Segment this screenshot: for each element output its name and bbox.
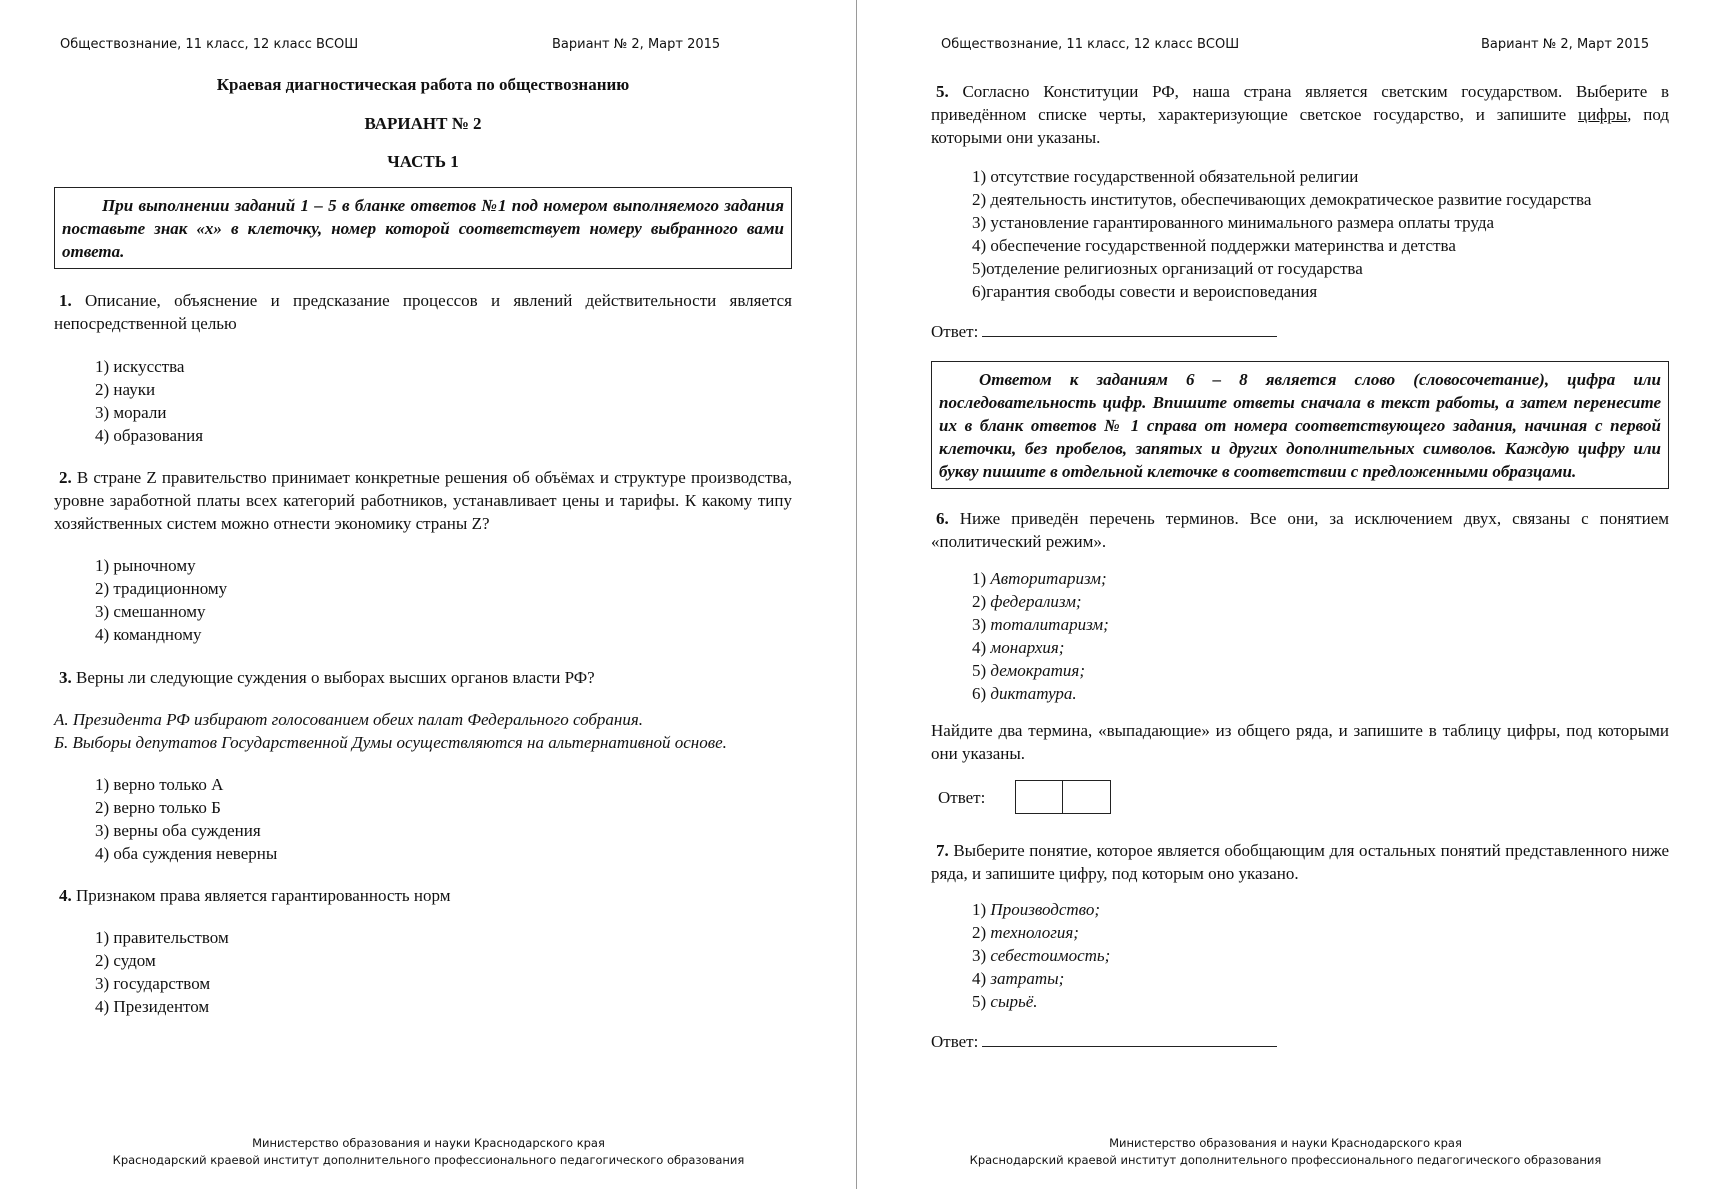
option: 2) федерализм; (972, 592, 1082, 611)
statement-a: А. Президента РФ избирают голосованием обеих палат Федерального собрания. (54, 710, 644, 729)
answer-box-1[interactable] (1015, 780, 1063, 814)
answer-label: Ответ: (931, 1032, 979, 1051)
question-6-options (931, 567, 1669, 705)
question-6-task: Найдите два термина, «выпадающие» из общего ряда, и запишите в таблицу цифры, под которыми они указаны. (931, 721, 1669, 763)
option: 6) диктатура. (972, 684, 1077, 703)
question-3-text: Верны ли следующие суждения о выборах высших органов власти РФ? (76, 668, 595, 687)
option: 4) обеспечение государственной поддержки материнства и детства (972, 236, 1456, 255)
header-subject: Обществознание, 11 класс, 12 класс ВСОШ (60, 37, 359, 52)
question-5-number: 5. (936, 82, 949, 101)
instruction-box-1: При выполнении заданий 1 – 5 в бланке ответов №1 под номером выполняемого задания поставьте знак «х» в клеточку, номер которой соответствует номеру выбранного вами ответа. (54, 187, 792, 269)
question-4-number: 4. (59, 886, 72, 905)
footer-ministry: Министерство образования и науки Краснодарского края (1109, 1136, 1462, 1150)
question-7-answer (931, 1029, 1669, 1053)
option: 1) отсутствие государственной обязательной религии (972, 167, 1359, 186)
answer-box-2[interactable] (1063, 780, 1111, 814)
answer-line[interactable] (982, 1029, 1277, 1047)
question-1 (54, 289, 792, 335)
work-title: Краевая диагностическая работа по обществознанию (216, 75, 630, 94)
question-5-options (931, 165, 1669, 303)
question-2-number: 2. (59, 468, 72, 487)
header-variant: Вариант № 2, Март 2015 (552, 37, 721, 52)
option: 5) сырьё. (972, 992, 1038, 1011)
question-2-text: В стране Z правительство принимает конкретные решения об объёмах и структуре производства, уровне заработной платы всех категорий работников, устанавливает цены и тарифы. К какому типу хозяйственных систем можно отнести экономику страны Z? (54, 468, 792, 533)
footer-ministry: Министерство образования и науки Краснодарского края (252, 1136, 605, 1150)
option: 2) судом (95, 951, 156, 970)
option: 4) командному (95, 625, 202, 644)
question-3-number: 3. (59, 668, 72, 687)
option: 2) традиционному (95, 579, 228, 598)
option: 5) демократия; (972, 661, 1085, 680)
option: 2) технология; (972, 923, 1079, 942)
question-2 (54, 466, 792, 535)
question-6 (931, 507, 1669, 553)
question-1-text: Описание, объяснение и предсказание процессов и явлений действительности является непосредственной целью (54, 291, 793, 333)
option: 3) государством (95, 974, 211, 993)
question-5-text: Согласно Конституции РФ, наша страна является светским государством. Выберите в приведённом списке черты, характеризующие светское государство, и запишите (931, 82, 1669, 124)
option: 3) смешанному (95, 602, 206, 621)
option: 3) себестоимость; (972, 946, 1111, 965)
option: 2) деятельность институтов, обеспечивающих демократическое развитие государства (972, 190, 1592, 209)
option: 5)отделение религиозных организаций от государства (972, 259, 1363, 278)
question-1-options (54, 355, 792, 447)
answer-label: Ответ: (931, 322, 979, 341)
option: 2) верно только Б (95, 798, 221, 817)
question-3-options (54, 773, 792, 865)
option: 4) образования (95, 426, 204, 445)
option: 3) верны оба суждения (95, 821, 261, 840)
option: 1) верно только А (95, 775, 224, 794)
question-7-number: 7. (936, 841, 949, 860)
option: 1) Авторитаризм; (972, 569, 1107, 588)
question-4 (54, 884, 792, 907)
answer-line[interactable] (982, 319, 1277, 337)
answer-boxes (1015, 780, 1111, 814)
page-right (857, 0, 1714, 1189)
instruction-box-2: Ответом к заданиям 6 – 8 является слово (словосочетание), цифра или последовательность цифр. Впишите ответы сначала в текст работы, а затем перенесите их в бланк ответов № 1 справа от номера соответствующего задания, начиная с первой клеточки, без пробелов, запятых и других дополнительных символов. Каждую цифру или букву пишите в отдельной клеточке в соответствии с предложенными образцами. (931, 361, 1669, 489)
option: 1) правительством (95, 928, 229, 947)
footer-institute: Краснодарский краевой институт дополнительного профессионального педагогического образования (112, 1153, 745, 1167)
option: 3) установление гарантированного минимального размера оплаты труда (972, 213, 1495, 232)
part-title: ЧАСТЬ 1 (387, 152, 459, 171)
question-7-text: Выберите понятие, которое является обобщающим для остальных понятий представленного ниже ряда, и запишите цифру, под которым оно указано. (931, 841, 1670, 883)
question-5-underlined: цифры (1577, 105, 1628, 124)
question-7-options (931, 898, 1669, 1013)
question-7 (931, 839, 1669, 885)
option: 4) оба суждения неверны (95, 844, 278, 863)
option: 4) затраты; (972, 969, 1065, 988)
question-4-options (54, 926, 792, 1018)
header-variant: Вариант № 2, Март 2015 (1481, 37, 1650, 52)
question-4-text: Признаком права является гарантированность норм (76, 886, 451, 905)
answer-label: Ответ: (938, 787, 986, 807)
question-6-number: 6. (936, 509, 949, 528)
question-2-options (54, 554, 792, 646)
question-3 (54, 666, 792, 689)
option: 6)гарантия свободы совести и вероисповедания (972, 282, 1318, 301)
question-5 (931, 80, 1669, 149)
variant-title: ВАРИАНТ № 2 (364, 114, 482, 133)
option: 3) тоталитаризм; (972, 615, 1109, 634)
option: 3) морали (95, 403, 167, 422)
option: 4) монархия; (972, 638, 1065, 657)
question-5-text-end: , под которыми они указаны. (931, 105, 1669, 147)
option: 1) рыночному (95, 556, 196, 575)
question-1-number: 1. (59, 291, 72, 310)
left-content (54, 0, 792, 1018)
footer-institute: Краснодарский краевой институт дополнительного профессионального педагогического образования (969, 1153, 1602, 1167)
option: 1) Производство; (972, 900, 1101, 919)
question-6-text: Ниже приведён перечень терминов. Все они, за исключением двух, связаны с понятием «политический режим». (931, 509, 1669, 551)
option: 4) Президентом (95, 997, 210, 1016)
question-6-answer (931, 779, 1669, 815)
right-content (931, 0, 1669, 1053)
option: 2) науки (95, 380, 156, 399)
question-5-answer (931, 319, 1669, 343)
header-subject: Обществознание, 11 класс, 12 класс ВСОШ (941, 37, 1240, 52)
option: 1) искусства (95, 357, 185, 376)
statement-b: Б. Выборы депутатов Государственной Думы осуществляются на альтернативной основе. (54, 733, 727, 752)
